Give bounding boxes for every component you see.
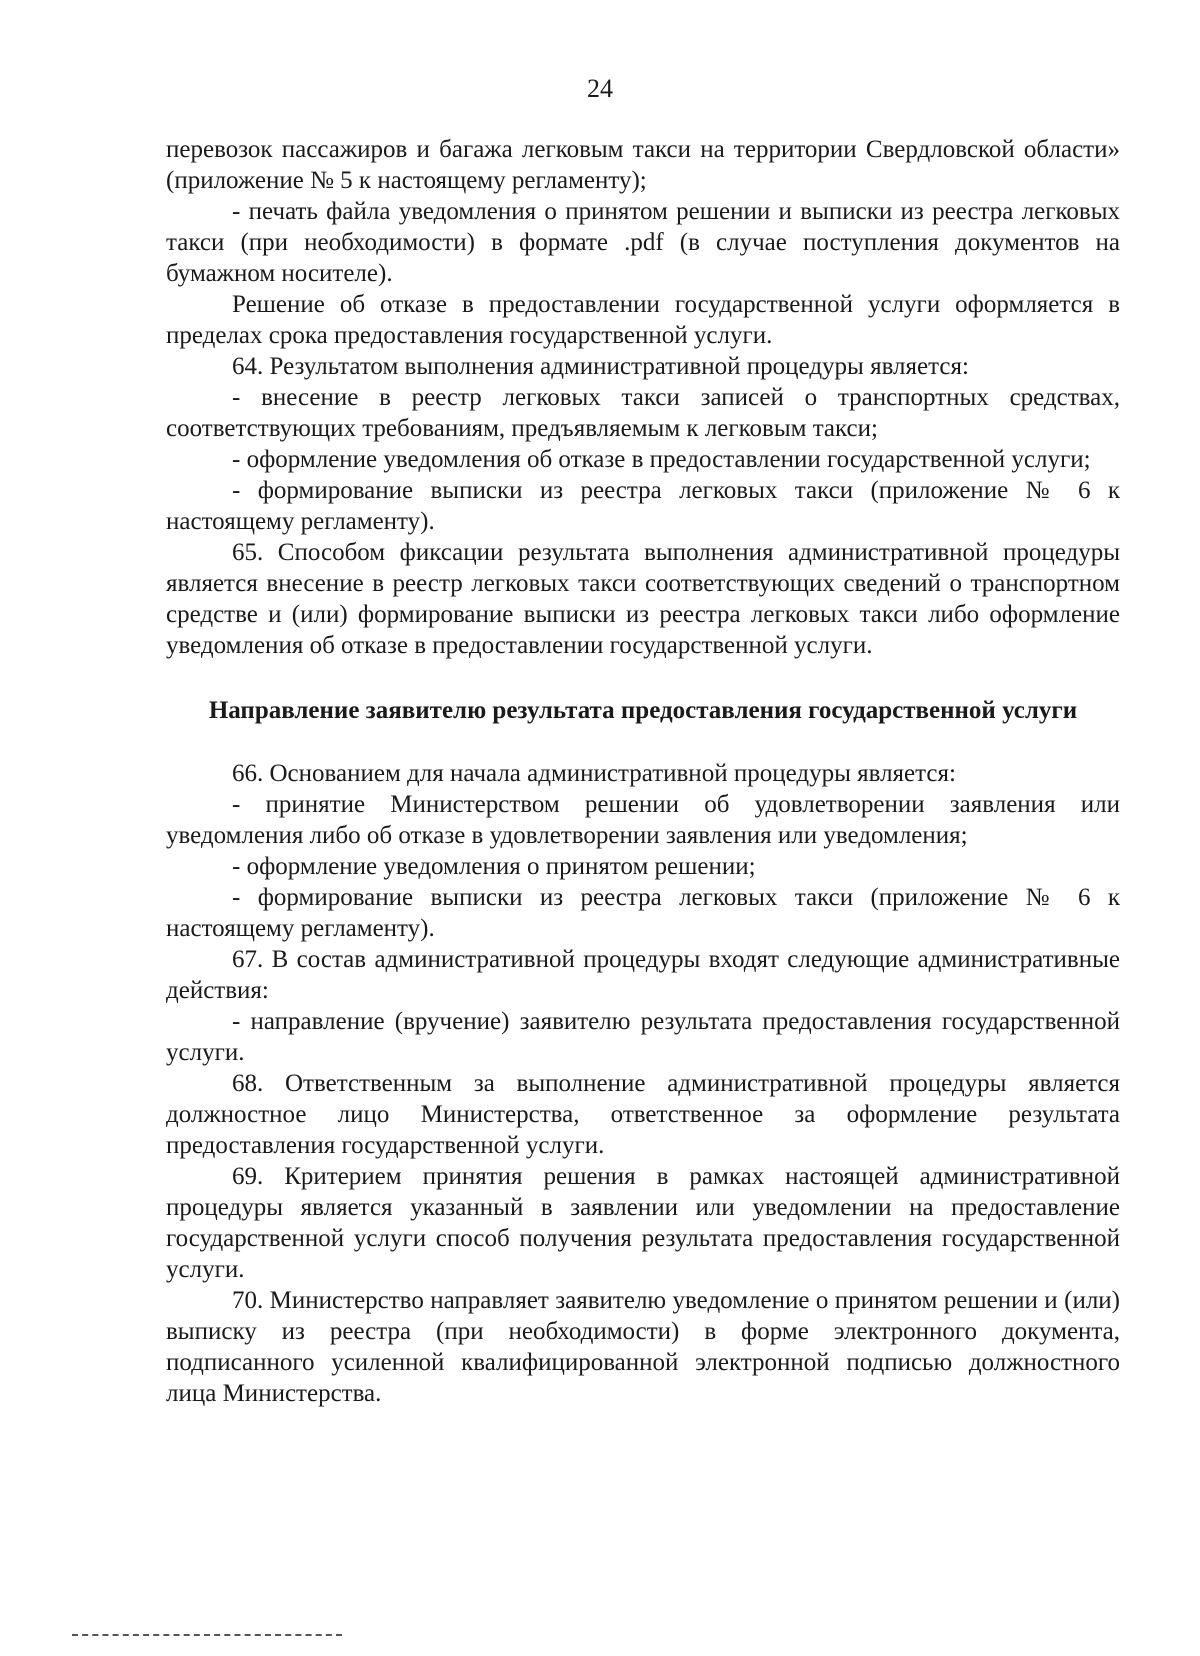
- page-number: 24: [587, 74, 613, 103]
- paragraph: 69. Критерием принятия решения в рамках настоящей административной процедуры является указанный в заявлении или уведомлении на предоставление государственной услуги способ получения результата предоставления государственной услуги.: [166, 1163, 1120, 1283]
- paragraph: - внесение в реестр легковых такси записей о транспортных средствах, соответствующих требованиям, предъявляемым к легковым такси;: [166, 384, 1120, 442]
- paragraph: 65. Способом фиксации результата выполнения административной процедуры является внесение в реестр легковых такси соответствующих сведений о транспортном средстве и (или) формирование выписки из реестра легковых такси либо оформление уведомления об отказе в предоставлении государственной услуги.: [166, 539, 1120, 659]
- footer-divider: [72, 1634, 342, 1636]
- paragraph: - направление (вручение) заявителю результата предоставления государственной услуги.: [166, 1008, 1120, 1066]
- paragraph: 68. Ответственным за выполнение административной процедуры является должностное лицо Министерства, ответственное за оформление результата предоставления государственной услуги.: [166, 1070, 1120, 1159]
- paragraph: 66. Основанием для начала административной процедуры является:: [232, 760, 956, 787]
- paragraph: - печать файла уведомления о принятом решении и выписки из реестра легковых такси (при необходимости) в формате .pdf (в случае поступления документов на бумажном носителе).: [166, 198, 1120, 287]
- paragraph: - оформление уведомления об отказе в предоставлении государственной услуги;: [232, 446, 1091, 473]
- section-heading: Направление заявителю результата предоставления государственной услуги: [208, 697, 1078, 724]
- paragraph: - формирование выписки из реестра легковых такси (приложение № 6 к настоящему регламенту).: [166, 884, 1120, 942]
- paragraph: - принятие Министерством решении об удовлетворении заявления или уведомления либо об отказе в удовлетворении заявления или уведомления;: [166, 791, 1120, 849]
- section-delivery: [166, 758, 1120, 1409]
- paragraph: 64. Результатом выполнения административной процедуры является:: [232, 353, 969, 380]
- paragraph: - формирование выписки из реестра легковых такси (приложение № 6 к настоящему регламенту).: [166, 477, 1120, 535]
- paragraph: перевозок пассажиров и багажа легковым такси на территории Свердловской области» (приложение № 5 к настоящему регламенту);: [166, 136, 1120, 194]
- paragraph: 67. В состав административной процедуры входят следующие административные действия:: [166, 946, 1120, 1004]
- section-results: [166, 134, 1120, 661]
- paragraph: - оформление уведомления о принятом решении;: [232, 853, 756, 880]
- paragraph: Решение об отказе в предоставлении государственной услуги оформляется в пределах срока предоставления государственной услуги.: [166, 291, 1120, 349]
- paragraph: 70. Министерство направляет заявителю уведомление о принятом решении и (или) выписку из реестра (при необходимости) в форме электронного документа, подписанного усиленной квалифицированной электронной подписью должностного лица Министерства.: [166, 1287, 1120, 1407]
- document-body: [166, 134, 1120, 1409]
